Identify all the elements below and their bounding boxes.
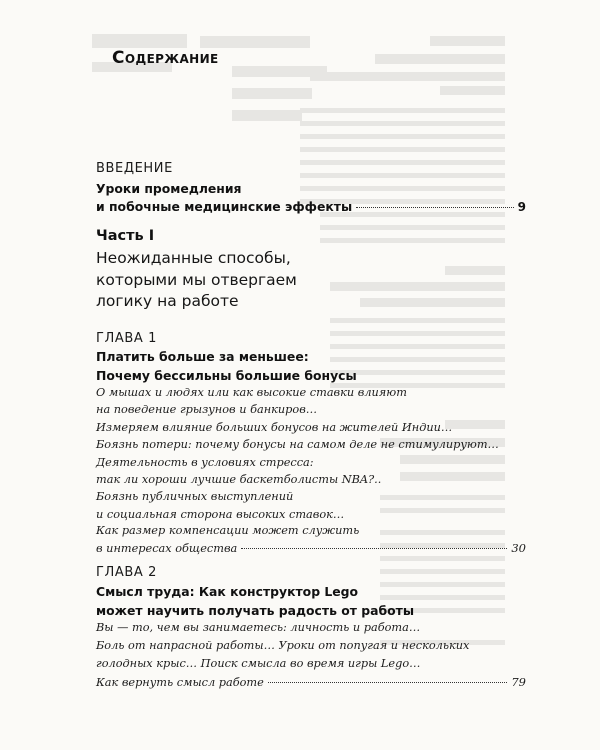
chapter2-heading[interactable] [96, 582, 526, 620]
chapter1-entry: Измеряем влияние больших бонусов на жителей Индии… [96, 421, 453, 434]
introduction-label: ВВЕДЕНИЕ [96, 161, 173, 176]
dot-leader [241, 548, 507, 549]
dot-leader [356, 207, 513, 208]
chapter1-entry: Как размер компенсации может служить [96, 524, 360, 537]
part-title-line-1: Неожиданные способы, [96, 249, 291, 267]
part-title-line-2: которыми мы отвергаем [96, 270, 297, 289]
chapter1-page-number: 30 [511, 541, 526, 555]
part-title [96, 248, 476, 313]
chapter1-entry: Боязнь публичных выступлений [96, 490, 294, 503]
chapter2-heading-line-2: может научить получать радость от работы [96, 603, 415, 618]
chapter1-heading-line-1: Платить больше за меньшее: [96, 349, 309, 364]
chapter2-label: ГЛАВА 2 [96, 565, 158, 580]
chapter2-entry: Вы — то, чем вы занимаетесь: личность и работа… [96, 621, 421, 634]
introduction-heading-entry[interactable] [96, 198, 526, 216]
chapter1-entry: О мышах и людях или как высокие ставки влияют [96, 386, 407, 399]
chapter2-last-entry[interactable] [96, 674, 526, 690]
introduction-heading-line-1: Уроки промедления [96, 181, 242, 196]
chapter1-heading-line-2: Почему бессильны большие бонусы [96, 368, 357, 383]
chapter2-page-number: 79 [511, 675, 526, 689]
part-label: Часть I [96, 228, 155, 244]
chapter1-entry: Боязнь потери: почему бонусы на самом деле не стимулируют… [96, 438, 499, 451]
chapter2-heading-line-1: Смысл труда: Как конструктор Lego [96, 584, 359, 599]
chapter1-heading[interactable] [96, 347, 526, 385]
chapter1-entry: в интересах общества [96, 542, 238, 555]
chapter2-entry: Как вернуть смысл работе [96, 676, 264, 689]
chapter2-entry: голодных крыс… Поиск смысла во время игры Lego… [96, 657, 421, 670]
chapter1-entry: на поведение грызунов и банкиров… [96, 403, 318, 416]
page-title: Содержание [112, 48, 219, 68]
chapter1-last-entry[interactable] [96, 540, 526, 556]
dot-leader [268, 682, 508, 683]
introduction-heading-line-2: и побочные медицинские эффекты [96, 199, 353, 214]
chapter1-entry: так ли хороши лучшие баскетболисты NBA?.. [96, 473, 382, 486]
part-title-line-3: логику на работе [96, 292, 239, 310]
chapter1-entry: и социальная сторона высоких ставок… [96, 508, 345, 521]
chapter1-label: ГЛАВА 1 [96, 331, 158, 346]
introduction-page-number: 9 [517, 200, 526, 214]
chapter1-entry: Деятельность в условиях стресса: [96, 456, 314, 469]
chapter2-entry: Боль от напрасной работы… Уроки от попугая и нескольких [96, 639, 470, 652]
